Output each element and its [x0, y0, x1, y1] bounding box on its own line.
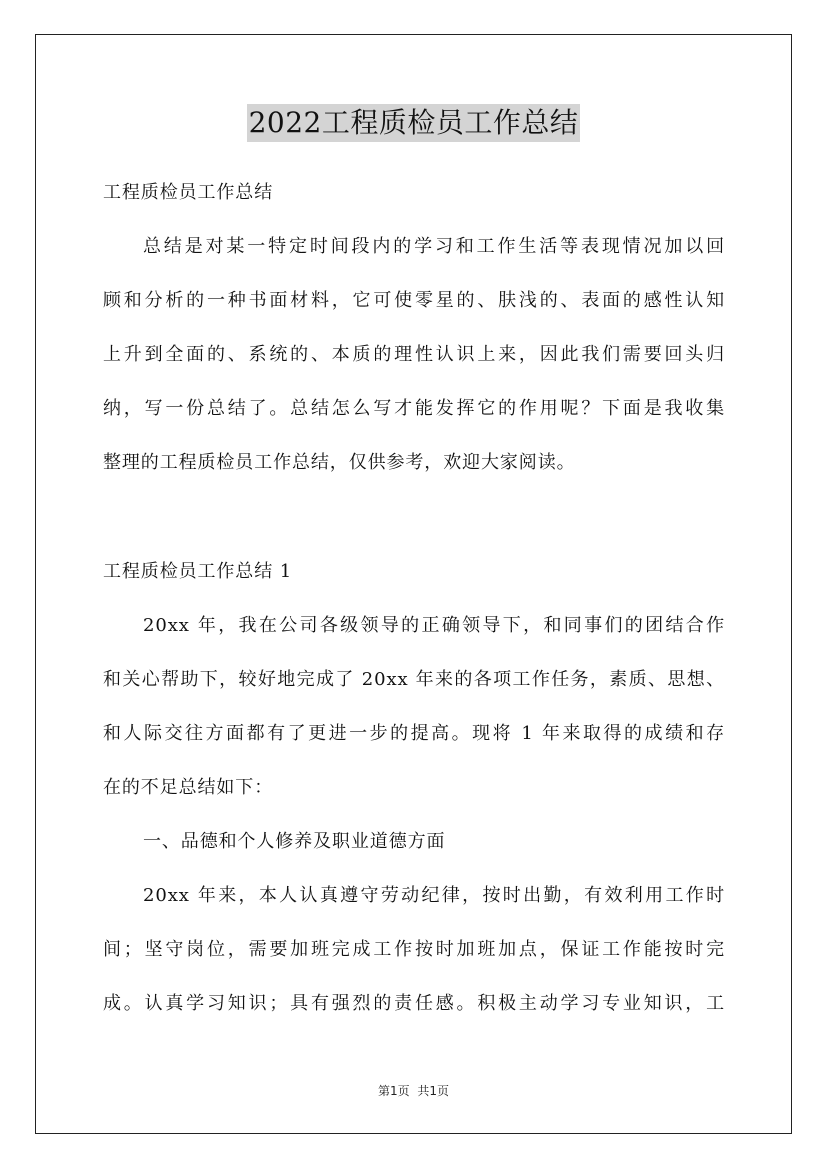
title-container — [0, 104, 827, 142]
section-line: 和关心帮助下，较好地完成了 20xx 年来的各项工作任务，素质、思想、 — [103, 669, 725, 690]
section-line: 和人际交往方面都有了更进一步的提高。现将 1 年来取得的成绩和存 — [103, 723, 725, 744]
section-line: 在的不足总结如下： — [103, 777, 274, 798]
heading: 工程质检员工作总结 — [103, 182, 274, 203]
section-heading: 工程质检员工作总结 1 — [103, 561, 293, 582]
subheading: 一、品德和个人修养及职业道德方面 — [143, 831, 446, 852]
page-total: 共1页 — [417, 1084, 449, 1098]
section-line: 20xx 年，我在公司各级领导的正确领导下，和同事们的团结合作 — [143, 615, 725, 636]
intro-line: 总结是对某一特定时间段内的学习和工作生活等表现情况加以回 — [143, 236, 725, 257]
page-number: 第1页 — [378, 1084, 410, 1098]
document-title: 2022工程质检员工作总结 — [247, 104, 581, 142]
intro-line: 整理的工程质检员工作总结，仅供参考，欢迎大家阅读。 — [103, 452, 576, 473]
intro-line: 纳，写一份总结了。总结怎么写才能发挥它的作用呢？下面是我收集 — [103, 398, 725, 419]
intro-line: 顾和分析的一种书面材料，它可使零星的、肤浅的、表面的感性认知 — [103, 290, 725, 311]
sub-line: 20xx 年来，本人认真遵守劳动纪律，按时出勤，有效利用工作时 — [143, 885, 725, 906]
sub-line: 成。认真学习知识；具有强烈的责任感。积极主动学习专业知识，工 — [103, 993, 725, 1014]
intro-line: 上升到全面的、系统的、本质的理性认识上来，因此我们需要回头归 — [103, 344, 725, 365]
page-footer — [0, 1083, 827, 1099]
sub-line: 间；坚守岗位，需要加班完成工作按时加班加点，保证工作能按时完 — [103, 939, 725, 960]
